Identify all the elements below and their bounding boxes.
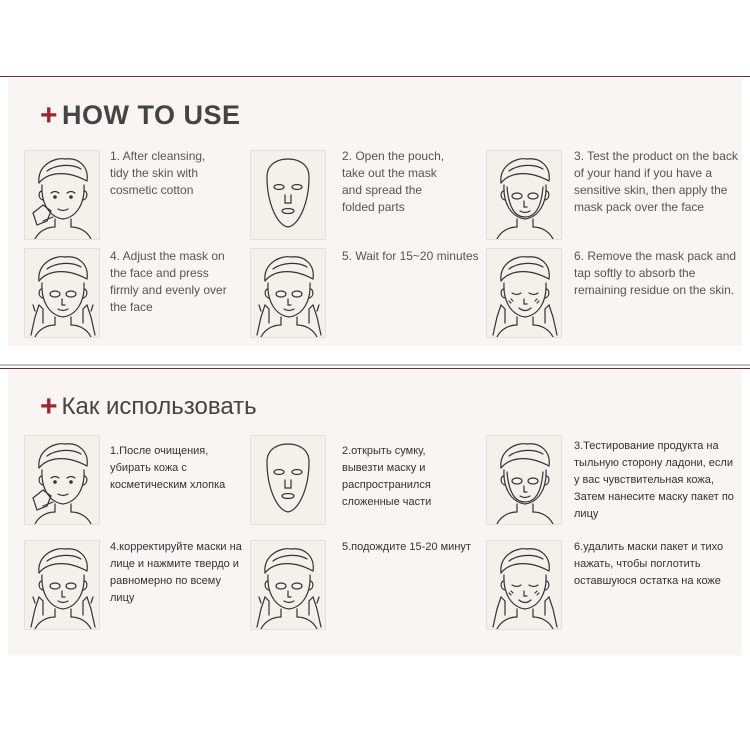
face-cleansing-icon xyxy=(25,436,99,524)
step-4-illustration xyxy=(24,540,100,630)
step-5-illustration xyxy=(250,248,326,338)
sheet-mask-icon xyxy=(251,436,325,524)
step-3-illustration xyxy=(486,150,562,240)
step-2-illustration xyxy=(250,150,326,240)
middle-divider-shadow xyxy=(0,364,750,366)
plus-icon: + xyxy=(40,390,58,423)
step-3-text: 3. Test the product on the back of your hand if you have a sensitive skin, then apply the mask pack over the face xyxy=(574,149,738,214)
step-1-illustration xyxy=(24,435,100,525)
step-5-text: 5. Wait for 15~20 minutes xyxy=(342,249,479,263)
step-1-illustration xyxy=(24,150,100,240)
face-tapping-skin-icon xyxy=(487,249,561,337)
face-mask-applied-icon xyxy=(487,151,561,239)
step-4-text: 4.корректируйте маски на лице и нажмите твердо и равномерно по всему лицу xyxy=(110,541,242,604)
step-6-text: 6.удалить маски пакет и тихо нажать, чтобы поглотить оставшуюся остатка на коже xyxy=(574,541,724,587)
kak-ispolzovat-section xyxy=(8,370,742,655)
title-text: HOW TO USE xyxy=(62,100,241,130)
step-2-text: 2. Open the pouch, take out the mask and spread the folded parts xyxy=(342,149,445,214)
step-2-text: 2.открыть сумку, вывезти маску и распространился сложенные части xyxy=(342,445,432,508)
title-text: Как использовать xyxy=(61,393,257,420)
step-1-text: 1.После очищения, убирать кожа с косметическим хлопка xyxy=(110,445,226,491)
top-divider xyxy=(0,76,750,77)
face-pressing-mask-icon xyxy=(25,249,99,337)
section-title-en xyxy=(40,100,241,131)
sheet-mask-icon xyxy=(251,151,325,239)
step-5-text: 5.подождите 15-20 минут xyxy=(342,541,471,553)
middle-divider xyxy=(0,368,750,369)
step-3-illustration xyxy=(486,435,562,525)
step-6-illustration xyxy=(486,248,562,338)
face-waiting-mask-icon xyxy=(251,541,325,629)
step-5-illustration xyxy=(250,540,326,630)
step-4-text: 4. Adjust the mask on the face and press firmly and evenly over the face xyxy=(110,249,227,314)
face-tapping-skin-icon xyxy=(487,541,561,629)
how-to-use-section xyxy=(8,78,742,346)
step-6-illustration xyxy=(486,540,562,630)
section-title-ru xyxy=(40,392,257,422)
step-6-text: 6. Remove the mask pack and tap softly to absorb the remaining residue on the skin. xyxy=(574,249,737,297)
step-1-text: 1. After cleansing, tidy the skin with cosmetic cotton xyxy=(110,149,206,197)
face-waiting-mask-icon xyxy=(251,249,325,337)
step-4-illustration xyxy=(24,248,100,338)
face-pressing-mask-icon xyxy=(25,541,99,629)
step-2-illustration xyxy=(250,435,326,525)
face-mask-applied-icon xyxy=(487,436,561,524)
plus-icon: + xyxy=(40,98,59,132)
step-3-text: 3.Тестирование продукта на тыльную сторону ладони, если у вас чувствительная кожа, Затем нанесите маску пакет по лицу xyxy=(574,440,734,520)
face-cleansing-icon xyxy=(25,151,99,239)
